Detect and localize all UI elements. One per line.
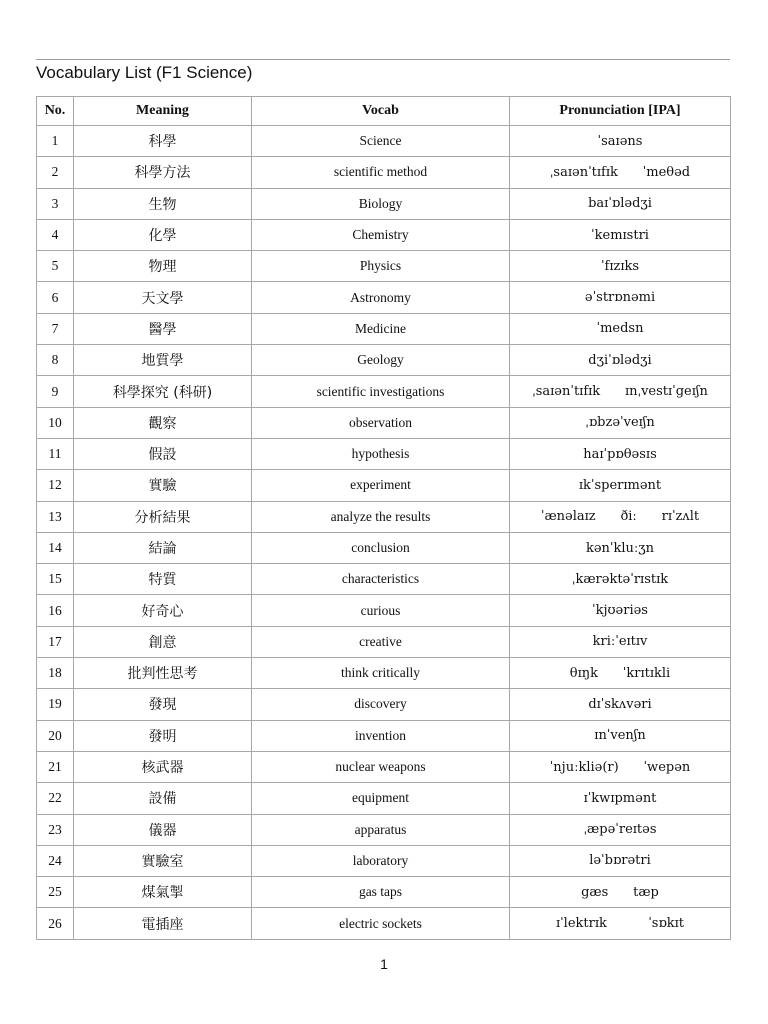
cell-pronunciation: ˈsaɪəns [510, 126, 731, 157]
table-row [37, 532, 731, 563]
cell-vocab: think critically [252, 658, 510, 689]
cell-no: 18 [37, 658, 74, 689]
cell-meaning: 核武器 [74, 751, 252, 782]
cell-meaning: 發明 [74, 720, 252, 751]
cell-vocab: conclusion [252, 532, 510, 563]
cell-no: 25 [37, 877, 74, 908]
table-row [37, 845, 731, 876]
cell-vocab: observation [252, 407, 510, 438]
cell-meaning: 煤氣掣 [74, 877, 252, 908]
cell-meaning: 儀器 [74, 814, 252, 845]
cell-pronunciation: ləˈbɒrətri [510, 845, 731, 876]
cell-pronunciation: θɪŋk ˈkrɪtɪkli [510, 658, 731, 689]
cell-meaning: 化學 [74, 219, 252, 250]
cell-pronunciation: əˈstrɒnəmi [510, 282, 731, 313]
table-row [37, 219, 731, 250]
table-row [37, 376, 731, 407]
cell-meaning: 科學探究 (科研) [74, 376, 252, 407]
cell-meaning: 實驗 [74, 470, 252, 501]
table-row [37, 345, 731, 376]
cell-vocab: Science [252, 126, 510, 157]
vocabulary-table-body [37, 126, 731, 940]
cell-no: 5 [37, 251, 74, 282]
cell-no: 20 [37, 720, 74, 751]
table-row [37, 313, 731, 344]
cell-vocab: characteristics [252, 564, 510, 595]
cell-meaning: 結論 [74, 532, 252, 563]
cell-meaning: 天文學 [74, 282, 252, 313]
table-row [37, 908, 731, 939]
cell-vocab: scientific method [252, 157, 510, 188]
cell-no: 11 [37, 438, 74, 469]
cell-vocab: Chemistry [252, 219, 510, 250]
cell-vocab: scientific investigations [252, 376, 510, 407]
cell-no: 9 [37, 376, 74, 407]
cell-vocab: apparatus [252, 814, 510, 845]
table-row [37, 658, 731, 689]
cell-pronunciation: ˌkærəktəˈrɪstɪk [510, 564, 731, 595]
vocabulary-table [36, 96, 731, 940]
cell-vocab: analyze the results [252, 501, 510, 532]
cell-pronunciation: ˈkjʊəriəs [510, 595, 731, 626]
table-row [37, 564, 731, 595]
cell-pronunciation: ˌsaɪənˈtɪfɪk ˈmeθəd [510, 157, 731, 188]
cell-no: 2 [37, 157, 74, 188]
cell-pronunciation: haɪˈpɒθəsɪs [510, 438, 731, 469]
cell-pronunciation: gæs tæp [510, 877, 731, 908]
cell-meaning: 地質學 [74, 345, 252, 376]
table-row [37, 282, 731, 313]
cell-no: 23 [37, 814, 74, 845]
cell-meaning: 科學方法 [74, 157, 252, 188]
cell-no: 19 [37, 689, 74, 720]
cell-vocab: invention [252, 720, 510, 751]
cell-meaning: 醫學 [74, 313, 252, 344]
table-row [37, 877, 731, 908]
table-row [37, 438, 731, 469]
cell-meaning: 生物 [74, 188, 252, 219]
cell-pronunciation: ˌsaɪənˈtɪfɪk ɪnˌvestɪˈgeɪʃn [510, 376, 731, 407]
table-header-row [37, 97, 731, 126]
cell-vocab: nuclear weapons [252, 751, 510, 782]
cell-no: 16 [37, 595, 74, 626]
cell-meaning: 創意 [74, 626, 252, 657]
cell-pronunciation: ˈmedsn [510, 313, 731, 344]
cell-no: 12 [37, 470, 74, 501]
table-row [37, 814, 731, 845]
cell-no: 21 [37, 751, 74, 782]
cell-pronunciation: ɪˈkwɪpmənt [510, 783, 731, 814]
cell-meaning: 科學 [74, 126, 252, 157]
header-vocab: Vocab [252, 97, 510, 126]
table-row [37, 251, 731, 282]
cell-no: 7 [37, 313, 74, 344]
header-rule [36, 59, 730, 60]
cell-vocab: hypothesis [252, 438, 510, 469]
cell-no: 14 [37, 532, 74, 563]
header-meaning: Meaning [74, 97, 252, 126]
document-title: Vocabulary List (F1 Science) [36, 63, 253, 82]
cell-no: 13 [37, 501, 74, 532]
cell-no: 1 [37, 126, 74, 157]
cell-meaning: 物理 [74, 251, 252, 282]
cell-no: 6 [37, 282, 74, 313]
cell-vocab: electric sockets [252, 908, 510, 939]
cell-vocab: Medicine [252, 313, 510, 344]
cell-vocab: Astronomy [252, 282, 510, 313]
cell-pronunciation: dʒiˈɒlədʒi [510, 345, 731, 376]
cell-no: 4 [37, 219, 74, 250]
cell-meaning: 電插座 [74, 908, 252, 939]
table-row [37, 626, 731, 657]
table-row [37, 689, 731, 720]
cell-pronunciation: ˈænəlaɪz ðiː rɪˈzʌlt [510, 501, 731, 532]
cell-no: 8 [37, 345, 74, 376]
cell-pronunciation: kənˈkluːʒn [510, 532, 731, 563]
cell-pronunciation: ˈnjuːkliə(r) ˈwepən [510, 751, 731, 782]
cell-vocab: gas taps [252, 877, 510, 908]
table-row [37, 751, 731, 782]
cell-meaning: 好奇心 [74, 595, 252, 626]
cell-vocab: equipment [252, 783, 510, 814]
cell-pronunciation: ˌæpəˈreɪtəs [510, 814, 731, 845]
cell-pronunciation: dɪˈskʌvəri [510, 689, 731, 720]
cell-pronunciation: ɪkˈsperɪmənt [510, 470, 731, 501]
cell-meaning: 特質 [74, 564, 252, 595]
cell-meaning: 分析結果 [74, 501, 252, 532]
table-row [37, 157, 731, 188]
cell-meaning: 觀察 [74, 407, 252, 438]
cell-no: 15 [37, 564, 74, 595]
cell-vocab: Geology [252, 345, 510, 376]
cell-meaning: 發現 [74, 689, 252, 720]
cell-vocab: experiment [252, 470, 510, 501]
cell-vocab: Biology [252, 188, 510, 219]
cell-pronunciation: kriːˈeɪtɪv [510, 626, 731, 657]
table-row [37, 470, 731, 501]
cell-vocab: Physics [252, 251, 510, 282]
cell-meaning: 假設 [74, 438, 252, 469]
table-row [37, 501, 731, 532]
table-row [37, 126, 731, 157]
cell-no: 22 [37, 783, 74, 814]
table-row [37, 595, 731, 626]
cell-pronunciation: ɪˈlektrɪk ˈsɒkɪt [510, 908, 731, 939]
cell-no: 24 [37, 845, 74, 876]
cell-no: 17 [37, 626, 74, 657]
table-row [37, 783, 731, 814]
header-no: No. [37, 97, 74, 126]
cell-vocab: curious [252, 595, 510, 626]
cell-pronunciation: ˈfɪzɪks [510, 251, 731, 282]
cell-vocab: creative [252, 626, 510, 657]
table-row [37, 188, 731, 219]
header-pronunciation: Pronunciation [IPA] [510, 97, 731, 126]
cell-meaning: 設備 [74, 783, 252, 814]
table-row [37, 720, 731, 751]
cell-pronunciation: baɪˈɒlədʒi [510, 188, 731, 219]
cell-no: 10 [37, 407, 74, 438]
table-row [37, 407, 731, 438]
cell-pronunciation: ɪnˈvenʃn [510, 720, 731, 751]
cell-no: 3 [37, 188, 74, 219]
cell-no: 26 [37, 908, 74, 939]
cell-meaning: 批判性思考 [74, 658, 252, 689]
cell-vocab: discovery [252, 689, 510, 720]
cell-pronunciation: ˌɒbzəˈveɪʃn [510, 407, 731, 438]
cell-vocab: laboratory [252, 845, 510, 876]
page-number: 1 [380, 956, 388, 972]
cell-meaning: 實驗室 [74, 845, 252, 876]
cell-pronunciation: ˈkemɪstri [510, 219, 731, 250]
